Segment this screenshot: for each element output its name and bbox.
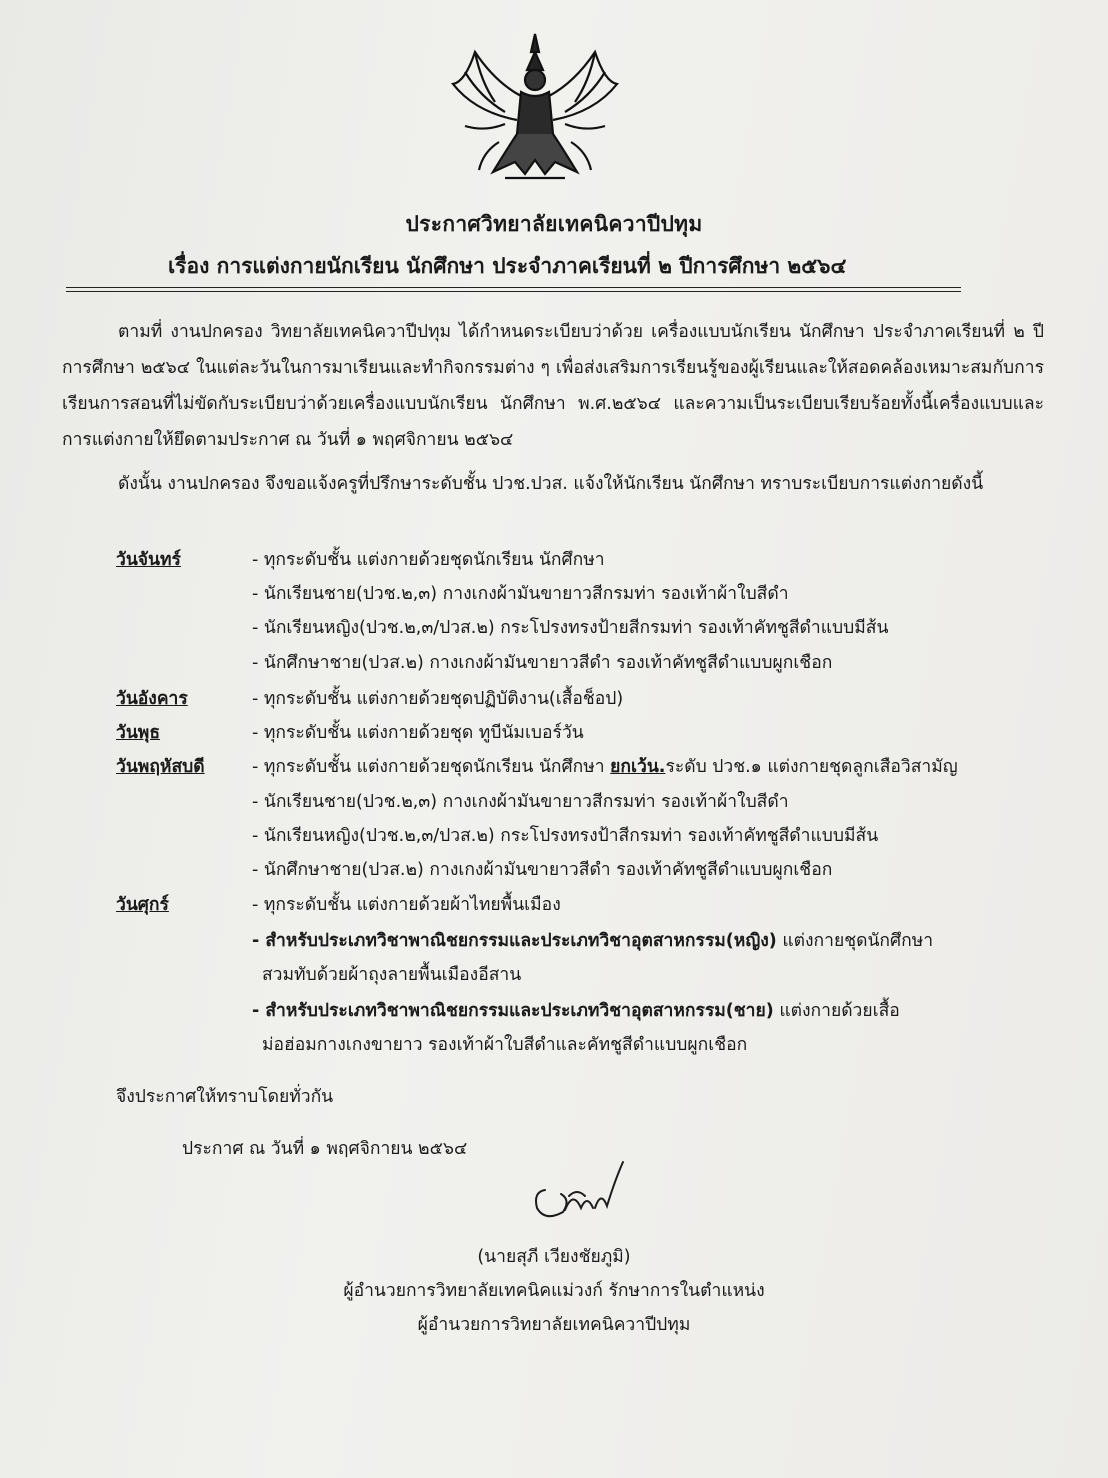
day-label-tuesday: วันอังคาร bbox=[116, 689, 188, 709]
friday-item-text: แต่งกายด้วยเสื้อ bbox=[773, 1001, 900, 1021]
divider-line bbox=[66, 287, 961, 288]
announcement-title: ประกาศวิทยาลัยเทคนิควาปีปทุม bbox=[405, 212, 703, 236]
signatory-position: ผู้อำนวยการวิทยาลัยเทคนิคแม่วงก์ รักษาการในตำแหน่ง bbox=[343, 1281, 765, 1301]
announcement-date: ประกาศ ณ วันที่ ๑ พฤศจิกายน ๒๕๖๔ bbox=[182, 1139, 468, 1159]
list-item: - นักเรียนชาย(ปวช.๒,๓) กางเกงผ้ามันขายาวสีกรมท่า รองเท้าผ้าใบสีดำ bbox=[252, 584, 789, 604]
day-label-wednesday: วันพุธ bbox=[116, 723, 161, 743]
announcement-subject: เรื่อง การแต่งกายนักเรียน นักศึกษา ประจำภาคเรียนที่ ๒ ปีการศึกษา ๒๕๖๔ bbox=[168, 254, 847, 278]
signatory-position: ผู้อำนวยการวิทยาลัยเทคนิควาปีปทุม bbox=[417, 1315, 691, 1335]
garuda-emblem-icon bbox=[435, 22, 635, 192]
list-item: - นักเรียนหญิง(ปวช.๒,๓/ปวส.๒) กระโปรงทรงป้ายสีกรมท่า รองเท้าคัทชูสีดำแบบมีส้น bbox=[252, 618, 889, 638]
closing-statement: จึงประกาศให้ทราบโดยทั่วกัน bbox=[116, 1087, 334, 1107]
list-item bbox=[252, 752, 958, 780]
list-item: - นักศึกษาชาย(ปวส.๒) กางเกงผ้ามันขายาวสีดำ รองเท้าคัทชูสีดำแบบผูกเชือก bbox=[252, 653, 833, 673]
list-item: - นักเรียนชาย(ปวช.๒,๓) กางเกงผ้ามันขายาวสีกรมท่า รองเท้าผ้าใบสีดำ bbox=[252, 792, 789, 812]
list-item: - ทุกระดับชั้น แต่งกายด้วยชุด ทูบีนัมเบอร์วัน bbox=[252, 723, 584, 743]
list-item bbox=[252, 996, 900, 1024]
day-label-monday: วันจันทร์ bbox=[116, 550, 181, 570]
body-paragraph-1: ตามที่ งานปกครอง วิทยาลัยเทคนิควาปีปทุม ได้กำหนดระเบียบว่าด้วย เครื่องแบบนักเรียน นักศึกษา ประจำภาคเรียนที่ ๒ ปีการศึกษา ๒๕๖๔ ในแต่ละวันในการมาเรียนและทำกิจกรรมต่าง ๆ เพื่อส่งเสริมการเรียนรู้ของผู้เรียนและให้สอดคล้องเหมาะสมกับการเรียนการสอนที่ไม่ขัดกับระเบียบว่าด้วยเครื่องแบบนักเรียน นักศึกษา พ.ศ.๒๕๖๔ และความเป็นระเบียบเรียบร้อยทั้งนี้เครื่องแบบและการแต่งกายให้ยึดตามประกาศ ณ วันที่ ๑ พฤศจิกายน ๒๕๖๔ bbox=[62, 322, 1044, 450]
friday-item-text: แต่งกายชุดนักศึกษา bbox=[776, 931, 934, 951]
signature-icon bbox=[515, 1150, 635, 1230]
friday-item-bold: - สำหรับประเภทวิชาพาณิชยกรรมและประเภทวิชาอุตสาหกรรม(หญิง) bbox=[252, 931, 777, 951]
divider-line bbox=[66, 291, 961, 292]
friday-item-bold: - สำหรับประเภทวิชาพาณิชยกรรมและประเภทวิชาอุตสาหกรรม(ชาย) bbox=[252, 1001, 774, 1021]
list-item-continued: ม่อฮ่อมกางเกงขายาว รองเท้าผ้าใบสีดำและคัทชูสีดำแบบผูกเชือก bbox=[262, 1035, 748, 1055]
signatory-name: (นายสุภี เวียงชัยภูมิ) bbox=[477, 1247, 631, 1267]
list-item-continued: สวมทับด้วยผ้าถุงลายพื้นเมืองอีสาน bbox=[262, 965, 522, 985]
list-item bbox=[252, 926, 933, 954]
list-item: - ทุกระดับชั้น แต่งกายด้วยผ้าไทยพื้นเมือง bbox=[252, 895, 561, 915]
list-item: - ทุกระดับชั้น แต่งกายด้วยชุดนักเรียน นักศึกษา bbox=[252, 550, 605, 570]
thursday-item-text: ระดับ ปวช.๑ แต่งกายชุดลูกเสือวิสามัญ bbox=[665, 757, 958, 777]
list-item: - ทุกระดับชั้น แต่งกายด้วยชุดปฏิบัติงาน(เสื้อช็อป) bbox=[252, 689, 624, 709]
day-label-friday: วันศุกร์ bbox=[116, 895, 169, 915]
exception-label: ยกเว้น. bbox=[610, 757, 666, 777]
list-item: - นักศึกษาชาย(ปวส.๒) กางเกงผ้ามันขายาวสีดำ รองเท้าคัทชูสีดำแบบผูกเชือก bbox=[252, 860, 833, 880]
thursday-item-text: - ทุกระดับชั้น แต่งกายด้วยชุดนักเรียน นักศึกษา bbox=[252, 757, 611, 777]
body-paragraph-2: ดังนั้น งานปกครอง จึงขอแจ้งครูที่ปรึกษาระดับชั้น ปวช.ปวส. แจ้งให้นักเรียน นักศึกษา ทราบระเบียบการแต่งกายดังนี้ bbox=[118, 474, 984, 494]
list-item: - นักเรียนหญิง(ปวช.๒,๓/ปวส.๒) กระโปรงทรงป้าสีกรมท่า รองเท้าคัทชูสีดำแบบมีส้น bbox=[252, 826, 879, 846]
day-label-thursday: วันพฤหัสบดี bbox=[116, 757, 205, 777]
